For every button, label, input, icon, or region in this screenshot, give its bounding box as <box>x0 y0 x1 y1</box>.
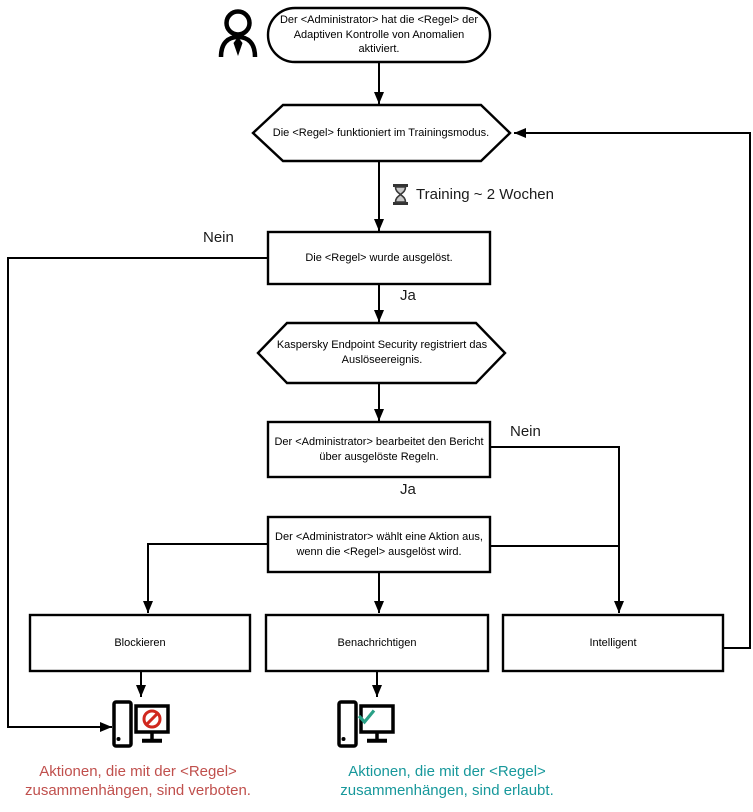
edge-smart-loop-back <box>514 133 750 648</box>
tower-led-dot <box>117 737 121 741</box>
node-block-label: Blockieren <box>114 636 166 649</box>
person-icon <box>221 12 255 58</box>
training-duration-label: Training ~ 2 Wochen <box>416 186 554 203</box>
node-smart-label: Intelligent <box>589 636 637 649</box>
edge-label-yes-2: Ja <box>400 481 416 498</box>
node-select-label: Der <Administrator> wählt eine Aktion aus, wenn die <Regel> ausgelöst wird. <box>275 530 483 558</box>
node-training-label: Die <Regel> funktioniert im Trainingsmodus. <box>272 126 490 139</box>
allowed-computer-icon <box>339 702 393 746</box>
node-registered-label: Kaspersky Endpoint Security registriert das Auslöseereignis. <box>276 339 488 366</box>
hourglass-icon <box>393 186 408 204</box>
node-report-label: Der <Administrator> bearbeitet den Bericht über ausgelöste Regeln. <box>274 435 484 463</box>
edge-label-no-1: Nein <box>203 229 234 246</box>
caption-actions-allowed: Aktionen, die mit der <Regel> zusammenhängen, sind erlaubt. <box>340 763 554 799</box>
tower-led-dot <box>342 737 346 741</box>
node-start-label: Der <Administrator> hat die <Regel> der Adaptiven Kontrolle von Anomalien aktiviert. <box>279 13 479 56</box>
caption-actions-forbidden: Aktionen, die mit der <Regel> zusammenhängen, sind verboten. <box>25 763 251 799</box>
prohibition-icon <box>144 711 160 727</box>
blocked-computer-icon <box>114 702 168 746</box>
node-notify-label: Benachrichtigen <box>337 636 417 649</box>
node-triggered-label: Die <Regel> wurde ausgelöst. <box>305 251 453 264</box>
edge-label-no-2: Nein <box>510 423 541 440</box>
tie-shape <box>234 37 243 56</box>
edge-label-yes-1: Ja <box>400 287 416 304</box>
edge-no-to-smart <box>490 447 619 613</box>
edge-select-to-block <box>148 544 268 613</box>
